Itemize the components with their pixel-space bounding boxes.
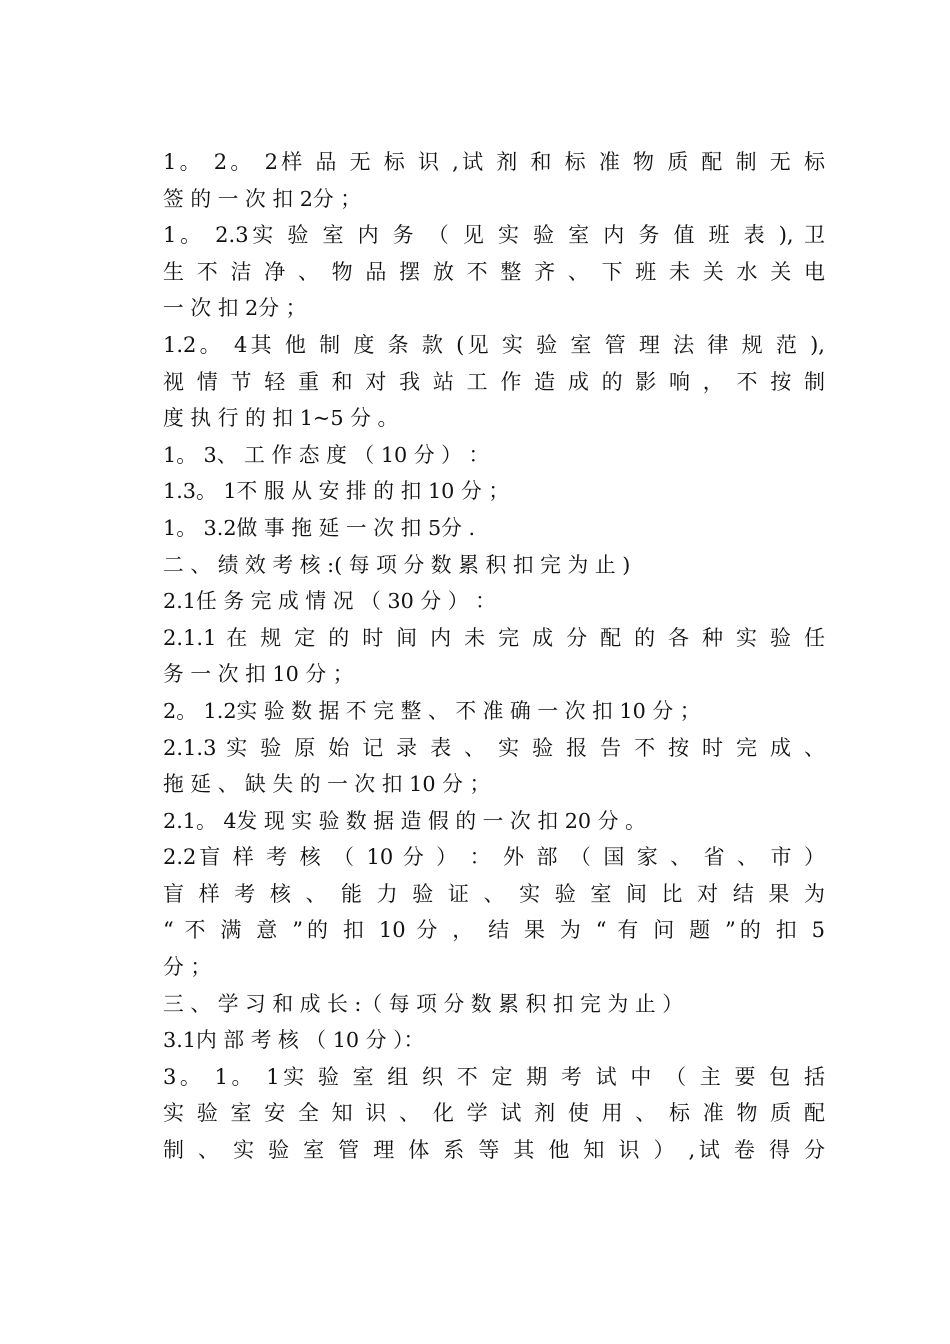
text-line: 2.2盲 样 考 核 （ 10 分 ） ： 外 部 （ 国 家 、 省 、 市 ） — [163, 845, 825, 870]
text-line: 2。 1.2实 验 数 据 不 完 整 、 不 准 确 一 次 扣 10 分 ； — [163, 698, 701, 723]
text-line: 二 、 绩 效 考 核 :( 每 项 分 数 累 积 扣 完 为 止 ) — [163, 552, 631, 577]
text-line: 分 ； — [163, 955, 212, 980]
text-line: 视 情 节 轻 重 和 对 我 站 工 作 造 成 的 影 响 ， 不 按 制 — [163, 369, 825, 394]
text-line: 1。 2.3实 验 室 内 务 （ 见 实 验 室 内 务 值 班 表 ), 卫 — [163, 223, 825, 248]
text-line: 2.1.3 实 验 原 始 记 录 表 、 实 验 报 告 不 按 时 完 成 、 — [163, 735, 825, 760]
text-line: 一 次 扣 2分 ； — [163, 296, 307, 321]
text-line: 1。 3.2做 事 拖 延 一 次 扣 5分 . — [163, 515, 476, 540]
document-body — [163, 144, 833, 1169]
text-line: 拖 延 、 缺 失 的 一 次 扣 10 分 ； — [163, 772, 491, 797]
text-line: 2.1.1 在 规 定 的 时 间 内 未 完 成 分 配 的 各 种 实 验 任 — [163, 625, 825, 650]
text-line: 1。 3、 工 作 态 度 （ 10 分 ） ： — [163, 442, 490, 467]
text-line: 3。 1。 1实 验 室 组 织 不 定 期 考 试 中 （ 主 要 包 括 — [163, 1064, 825, 1089]
text-line: “ 不 满 意 ”的 扣 10 分 ， 结 果 为 “ 有 问 题 ”的 扣 5 — [163, 918, 825, 943]
text-line: 度 执 行 的 扣 1~5 分 。 — [163, 406, 399, 431]
text-line: 2.1。 4发 现 实 验 数 据 造 假 的 一 次 扣 20 分 。 — [163, 808, 646, 833]
text-line: 2.1任 务 完 成 情 况 （ 30 分 ） ： — [163, 589, 496, 614]
text-line: 务 一 次 扣 10 分 ； — [163, 662, 354, 687]
text-line: 3.1内 部 考 核 （ 10 分 ）： — [163, 1028, 425, 1053]
text-line: 1.2。 4其 他 制 度 条 款 (见 实 验 室 管 理 法 律 规 范 ), — [163, 332, 825, 357]
text-line: 制 、 实 验 室 管 理 体 系 等 其 他 知 识 ） ,试 卷 得 分 — [163, 1138, 825, 1163]
text-line: 实 验 室 安 全 知 识 、 化 学 试 剂 使 用 、 标 准 物 质 配 — [163, 1101, 825, 1126]
text-line: 生 不 洁 净 、 物 品 摆 放 不 整 齐 、 下 班 未 关 水 关 电 — [163, 259, 825, 284]
text-line: 盲 样 考 核 、 能 力 验 证 、 实 验 室 间 比 对 结 果 为 — [163, 881, 825, 906]
text-line: 1.3。 1不 服 从 安 排 的 扣 10 分 ； — [163, 479, 510, 504]
text-line: 签 的 一 次 扣 2分 ； — [163, 186, 362, 211]
text-line: 三 、 学 习 和 成 长 :（ 每 项 分 数 累 积 扣 完 为 止 ） — [163, 991, 683, 1016]
text-line: 1。 2。 2样 品 无 标 识 ,试 剂 和 标 准 物 质 配 制 无 标 — [163, 150, 825, 174]
